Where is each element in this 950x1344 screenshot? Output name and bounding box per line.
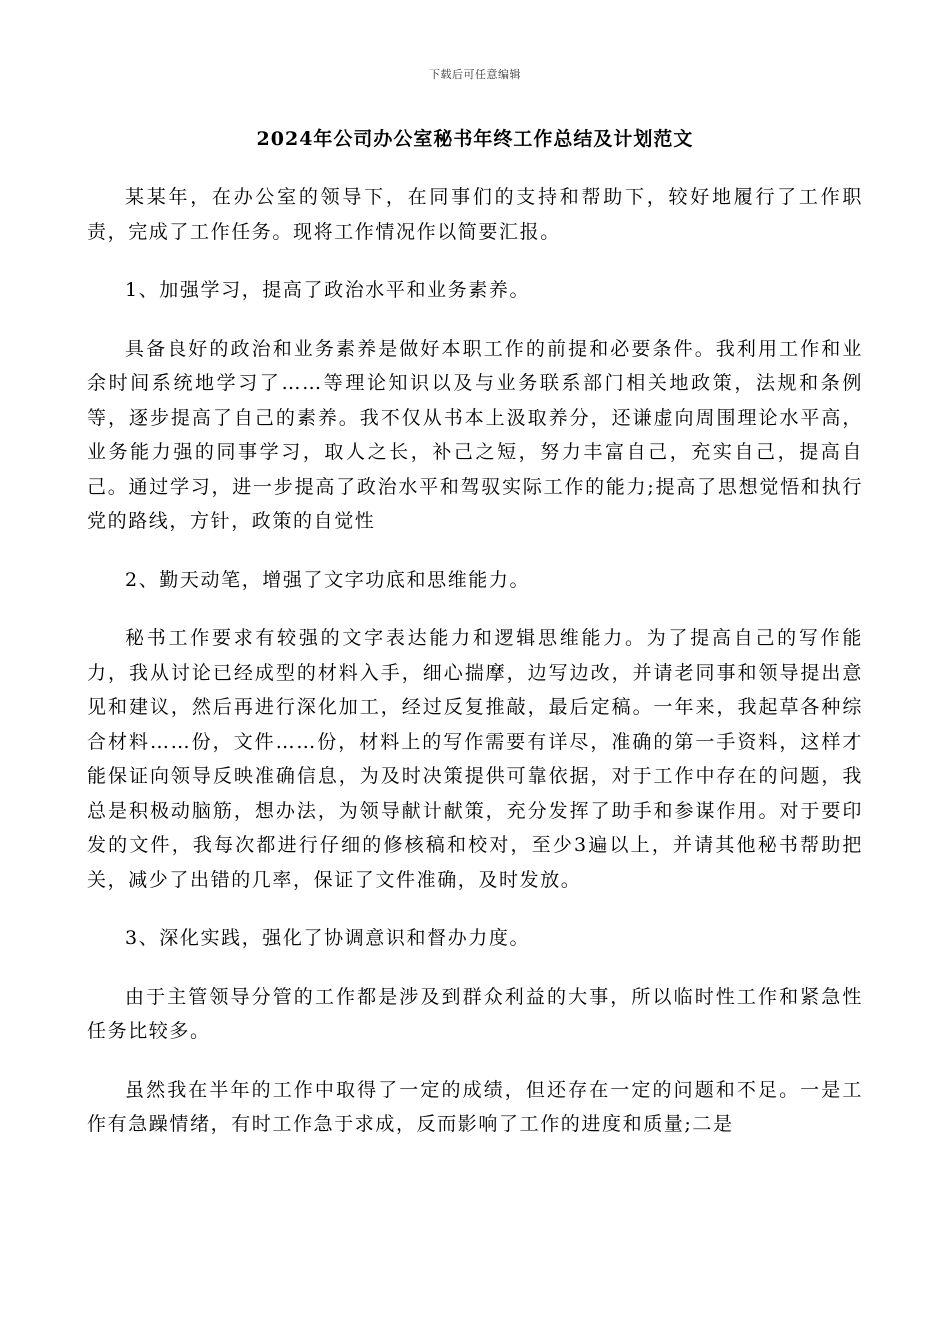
header-note: 下载后可任意编辑 bbox=[429, 68, 521, 81]
section-heading-1: 1、加强学习，提高了政治水平和业务素养。 bbox=[125, 279, 531, 301]
paragraph-section-2: 秘书工作要求有较强的文字表达能力和逻辑思维能力。为了提高自己的写作能力，我从讨论已经成型的材料入手，细心揣摩，边写边改，并请老同事和领导提出意见和建议，然后再进行深化加工，经过反复推敲，最后定稿。一年来，我起草各种综合材料……份，文件……份，材料上的写作需要有详尽，准确的第一手资料，这样才能保证向领导反映准确信息，为及时决策提供可靠依据，对于工作中存在的问题，我总是积极动脑筋，想办法，为领导献计献策，充分发挥了助手和参谋作用。对于要印发的文件，我每次都进行仔细的修核稿和校对，至少3遍以上，并请其他秘书帮助把关，减少了出错的几率，保证了文件准确，及时发放。 bbox=[87, 627, 863, 891]
paragraph-shortcomings: 虽然我在半年的工作中取得了一定的成绩，但还存在一定的问题和不足。一是工作有急躁情绪，有时工作急于求成，反而影响了工作的进度和质量;二是 bbox=[87, 1078, 863, 1135]
document-title: 2024年公司办公室秘书年终工作总结及计划范文 bbox=[256, 128, 694, 150]
section-heading-3: 3、深化实践，强化了协调意识和督办力度。 bbox=[125, 927, 531, 949]
paragraph-section-3: 由于主管领导分管的工作都是涉及到群众利益的大事，所以临时性工作和紧急性任务比较多。 bbox=[87, 985, 863, 1042]
paragraph-intro: 某某年，在办公室的领导下，在同事们的支持和帮助下，较好地履行了工作职责，完成了工作任务。现将工作情况作以简要汇报。 bbox=[87, 186, 863, 243]
paragraph-section-1: 具备良好的政治和业务素养是做好本职工作的前提和必要条件。我利用工作和业余时间系统地学习了……等理论知识以及与业务联系部门相关地政策，法规和条例等，逐步提高了自己的素养。我不仅从书本上汲取养分，还谦虚向周围理论水平高，业务能力强的同事学习，取人之长，补己之短，努力丰富自己，充实自己，提高自己。通过学习，进一步提高了政治水平和驾驭实际工作的能力;提高了思想觉悟和执行党的路线，方针，政策的自觉性 bbox=[87, 337, 863, 532]
section-heading-2: 2、勤天动笔，增强了文字功底和思维能力。 bbox=[125, 568, 531, 591]
document-body bbox=[87, 180, 863, 1166]
